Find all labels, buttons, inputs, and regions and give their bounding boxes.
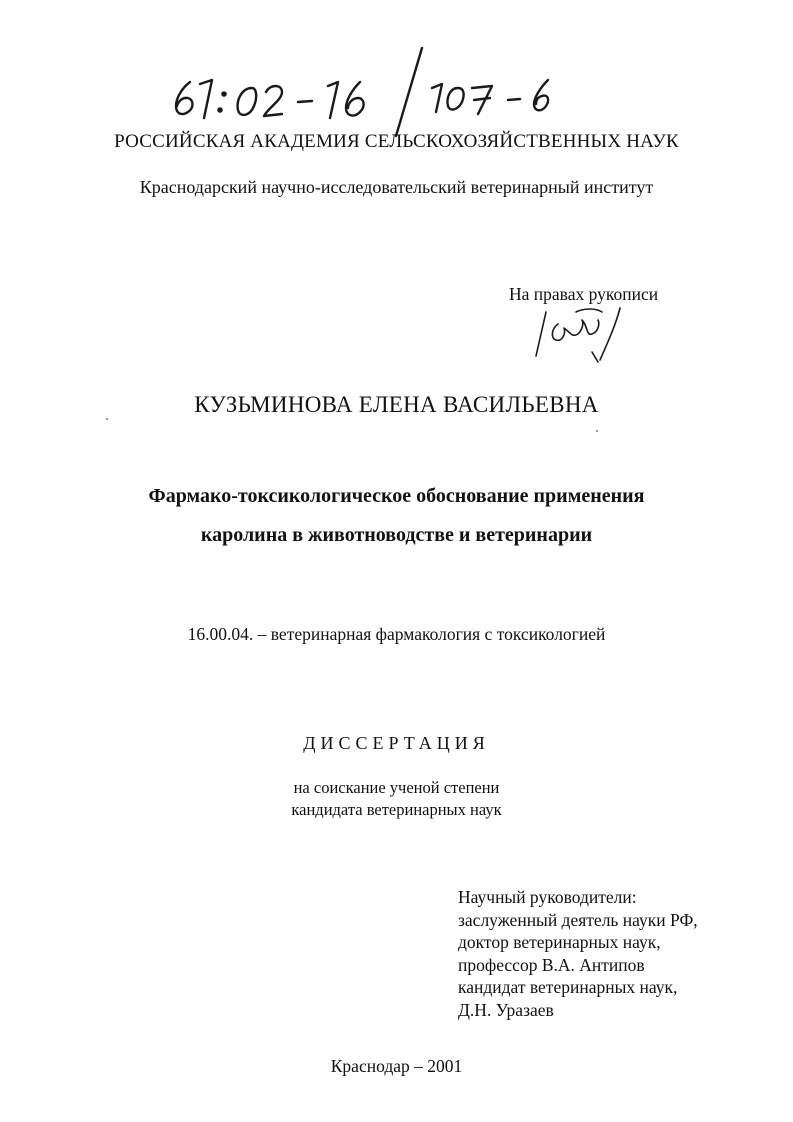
dissertation-title-line-1: Фармако-токсикологическое обоснование применения bbox=[148, 485, 645, 507]
academy-name: РОССИЙСКАЯ АКАДЕМИЯ СЕЛЬСКОХОЗЯЙСТВЕННЫХ НАУК bbox=[114, 131, 679, 152]
author-name: КУЗЬМИНОВА ЕЛЕНА ВАСИЛЬЕВНА bbox=[194, 392, 599, 417]
degree-line-1: на соискание ученой степени bbox=[293, 778, 500, 797]
supervisors-line: заслуженный деятель науки РФ, bbox=[458, 909, 698, 930]
rights-note: На правах рукописи bbox=[509, 284, 659, 304]
specialty-code: 16.00.04. – ветеринарная фармакология с токсикологией bbox=[187, 624, 606, 644]
supervisors-line: кандидат ветеринарных наук, bbox=[458, 977, 678, 997]
document-type: ДИССЕРТАЦИЯ bbox=[303, 733, 490, 753]
supervisors-line: доктор ветеринарных наук, bbox=[458, 932, 661, 952]
scan-speck bbox=[106, 418, 108, 420]
supervisors-block bbox=[458, 886, 698, 1021]
institute-name: Краснодарский научно-исследовательский ветеринарный институт bbox=[139, 177, 654, 197]
handwritten-archive-number bbox=[160, 40, 590, 140]
scan-speck bbox=[596, 430, 598, 432]
supervisors-line: профессор В.А. Антипов bbox=[458, 954, 645, 975]
supervisors-line: Д.Н. Уразаев bbox=[458, 999, 554, 1020]
degree-line-2: кандидата ветеринарных наук bbox=[291, 800, 502, 819]
dissertation-title-line-2: каролина в животноводстве и ветеринарии bbox=[200, 524, 593, 546]
author-signature bbox=[528, 290, 638, 370]
supervisors-line: Научный руководители: bbox=[458, 887, 637, 907]
city-and-year: Краснодар – 2001 bbox=[330, 1056, 463, 1076]
